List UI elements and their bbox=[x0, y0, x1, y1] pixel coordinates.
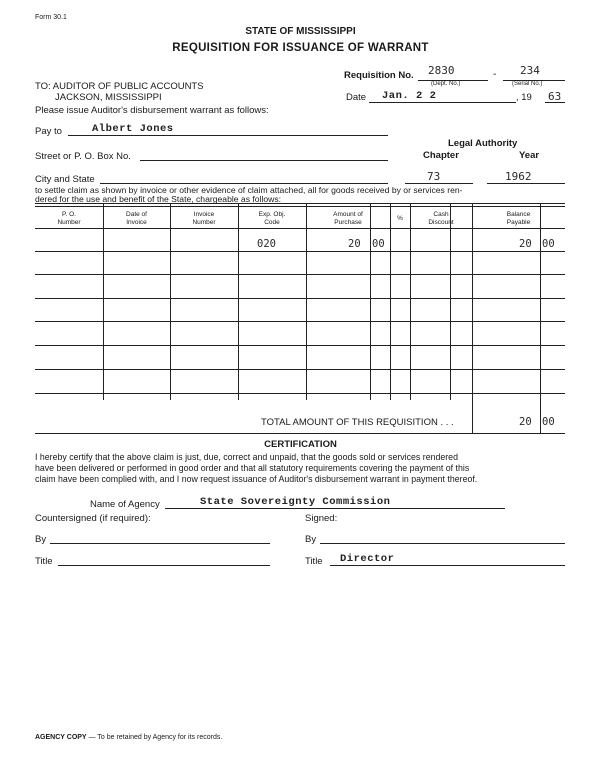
table-row-amount: 20 bbox=[348, 238, 361, 250]
addressee-line1: TO: AUDITOR OF PUBLIC ACCOUNTS bbox=[35, 81, 204, 92]
table-row-balance-cents: 00 bbox=[542, 238, 555, 250]
settle-line2: dered for the use and benefit of the State, chargeable as follows: bbox=[35, 194, 282, 204]
title-label-right: Title bbox=[305, 556, 323, 567]
countersigned-label: Countersigned (if required): bbox=[35, 513, 151, 524]
requisition-label: Requisition No. bbox=[344, 70, 414, 81]
title-label-left: Title bbox=[35, 556, 53, 567]
addressee-line2: JACKSON, MISSISSIPPI bbox=[55, 92, 162, 103]
signed-label: Signed: bbox=[305, 513, 338, 524]
dept-no-value: 2830 bbox=[428, 64, 455, 77]
street-line bbox=[140, 160, 388, 161]
chapter-value: 73 bbox=[427, 170, 441, 183]
by-label-left: By bbox=[35, 534, 47, 545]
serial-no-value: 234 bbox=[520, 64, 540, 77]
by-line-left bbox=[50, 543, 270, 544]
year-prefix: , 19 bbox=[516, 92, 532, 103]
street-label: Street or P. O. Box No. bbox=[35, 151, 131, 162]
requisition-dash: - bbox=[493, 69, 497, 80]
header-date-invoice: Date of Invoice bbox=[126, 211, 147, 226]
table-row-amount-cents: 00 bbox=[372, 238, 385, 250]
footer bbox=[35, 734, 222, 741]
form-number: Form 30.1 bbox=[35, 14, 67, 21]
table-bottom-rule bbox=[35, 433, 565, 434]
by-line-right bbox=[320, 543, 565, 544]
title-value: Director bbox=[340, 553, 395, 565]
date-line bbox=[369, 102, 516, 103]
total-label: TOTAL AMOUNT OF THIS REQUISITION . . . bbox=[261, 417, 454, 428]
total-amount-cents: 00 bbox=[542, 416, 555, 428]
form-title: REQUISITION FOR ISSUANCE OF WARRANT bbox=[172, 42, 429, 54]
header-balance: Balance Payable bbox=[506, 211, 531, 226]
year-column-label: Year bbox=[519, 150, 540, 161]
instruction-text: Please issue Auditor's disbursement warrant as follows: bbox=[35, 105, 269, 116]
legal-year-value: 1962 bbox=[505, 170, 532, 183]
city-label: City and State bbox=[35, 174, 95, 185]
agency-line bbox=[165, 508, 505, 509]
pay-to-label: Pay to bbox=[35, 126, 62, 137]
table-row-balance: 20 bbox=[519, 238, 532, 250]
header-amount: Amount of Purchase bbox=[333, 211, 363, 226]
header-exp-obj: Exp. Obj. Code bbox=[258, 211, 286, 226]
title-line-left bbox=[58, 565, 270, 566]
header-po: P. O. Number bbox=[57, 211, 81, 226]
legal-authority-label: Legal Authority bbox=[448, 138, 518, 149]
certification-heading: CERTIFICATION bbox=[264, 439, 337, 450]
chapter-line bbox=[405, 183, 473, 184]
table-row-exp-obj: 020 bbox=[257, 238, 276, 250]
certification-line2: have been delivered or performed in good order and that all statutory requirements covering the payment of this bbox=[35, 463, 470, 473]
dept-no-caption: (Dept. No.) bbox=[431, 81, 461, 87]
pay-to-value: Albert Jones bbox=[92, 123, 174, 135]
city-line bbox=[100, 183, 388, 184]
header-invoice-number: Invoice Number bbox=[192, 211, 216, 226]
total-amount: 20 bbox=[519, 416, 532, 428]
header-cash-discount: Cash Discount bbox=[428, 211, 454, 226]
state-heading: STATE OF MISSISSIPPI bbox=[245, 26, 356, 37]
legal-year-line bbox=[487, 183, 565, 184]
agency-label: Name of Agency bbox=[90, 499, 160, 510]
header-percent: % bbox=[397, 215, 403, 222]
agency-copy-note: — To be retained by Agency for its records. bbox=[88, 734, 223, 741]
date-value: Jan. 2 2 bbox=[382, 90, 437, 102]
settle-line1: to settle claim as shown by invoice or other evidence of claim attached, all for goods received by or services ren- bbox=[35, 185, 463, 195]
chapter-label: Chapter bbox=[423, 150, 459, 161]
year-value: 63 bbox=[548, 90, 562, 103]
agency-value: State Sovereignty Commission bbox=[200, 496, 391, 508]
agency-copy-label: AGENCY COPY bbox=[35, 734, 87, 741]
pay-to-line bbox=[68, 135, 388, 136]
title-line-right bbox=[330, 565, 565, 566]
line-items-table bbox=[35, 203, 565, 433]
by-label-right: By bbox=[305, 534, 317, 545]
serial-no-caption: (Serial No.) bbox=[512, 81, 543, 87]
certification-line3: claim have been complied with, and I now request issuance of Auditor's disbursement warrant in payment thereof. bbox=[35, 474, 478, 484]
date-label: Date bbox=[346, 92, 367, 103]
certification-line1: I hereby certify that the above claim is just, due, correct and unpaid, that the goods sold or services rendered bbox=[35, 452, 458, 462]
